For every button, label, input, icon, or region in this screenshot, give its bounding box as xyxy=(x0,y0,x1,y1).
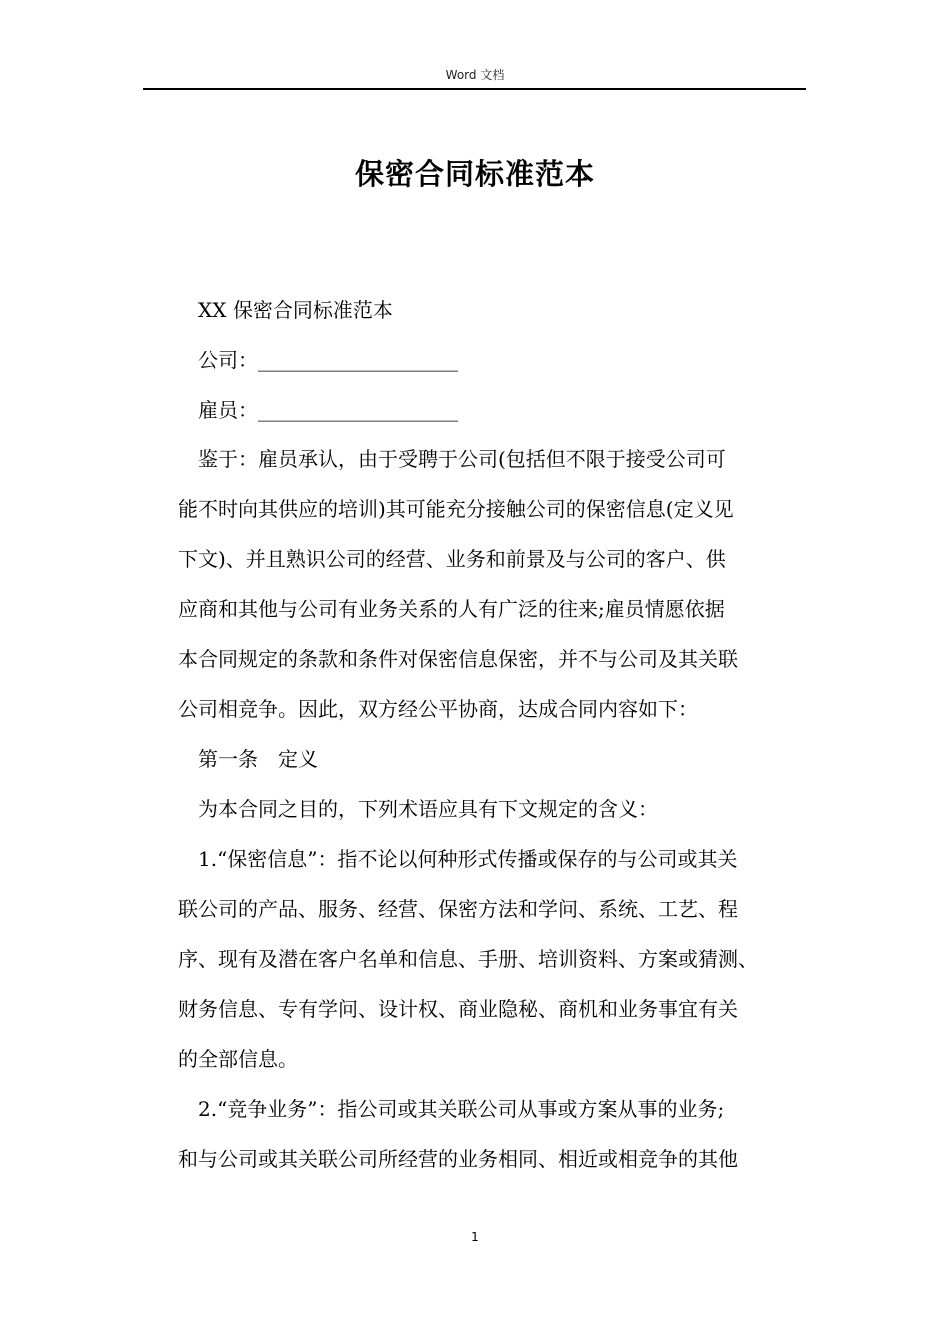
definition-line: 和与公司或其关联公司所经营的业务相同、相近或相竞争的其他 xyxy=(178,1147,738,1171)
paragraph-line: 本合同规定的条款和条件对保密信息保密，并不与公司及其关联 xyxy=(178,647,738,671)
document-title: 保密合同标准范本 xyxy=(354,157,595,191)
header-divider xyxy=(143,88,806,90)
definition-line: 2.“竞争业务”：指公司或其关联公司从事或方案从事的业务; xyxy=(198,1097,725,1121)
definition-line: 财务信息、专有学问、设计权、商业隐秘、商机和业务事宜有关 xyxy=(178,997,738,1021)
paragraph-line: 鉴于：雇员承认，由于受聘于公司(包括但不限于接受公司可 xyxy=(198,447,726,471)
doc-subtitle-line: XX 保密合同标准范本 xyxy=(198,298,393,322)
definition-line: 的全部信息。 xyxy=(178,1047,298,1071)
paragraph-line: 下文)、并且熟识公司的经营、业务和前景及与公司的客户、供 xyxy=(178,547,726,571)
page-number: 1 xyxy=(471,1230,479,1244)
paragraph-line: 为本合同之目的，下列术语应具有下文规定的含义： xyxy=(198,797,658,821)
definition-line: 序、现有及潜在客户名单和信息、手册、培训资料、方案或猜测、 xyxy=(178,947,758,971)
paragraph-line: 能不时向其供应的培训)其可能充分接触公司的保密信息(定义见 xyxy=(178,497,734,521)
definition-line: 联公司的产品、服务、经营、保密方法和学问、系统、工艺、程 xyxy=(178,897,738,921)
employee-field-line: 雇员：____________________ xyxy=(198,398,458,422)
definition-line: 1.“保密信息”：指不论以何种形式传播或保存的与公司或其关 xyxy=(198,847,738,871)
paragraph-line: 公司相竞争。因此，双方经公平协商，达成合同内容如下： xyxy=(178,697,698,721)
company-field-line: 公司：____________________ xyxy=(198,348,458,372)
paragraph-line: 应商和其他与公司有业务关系的人有广泛的往来;雇员情愿依据 xyxy=(178,597,725,621)
page-header: Word 文档 xyxy=(445,68,505,82)
article-heading: 第一条 定义 xyxy=(198,747,318,771)
